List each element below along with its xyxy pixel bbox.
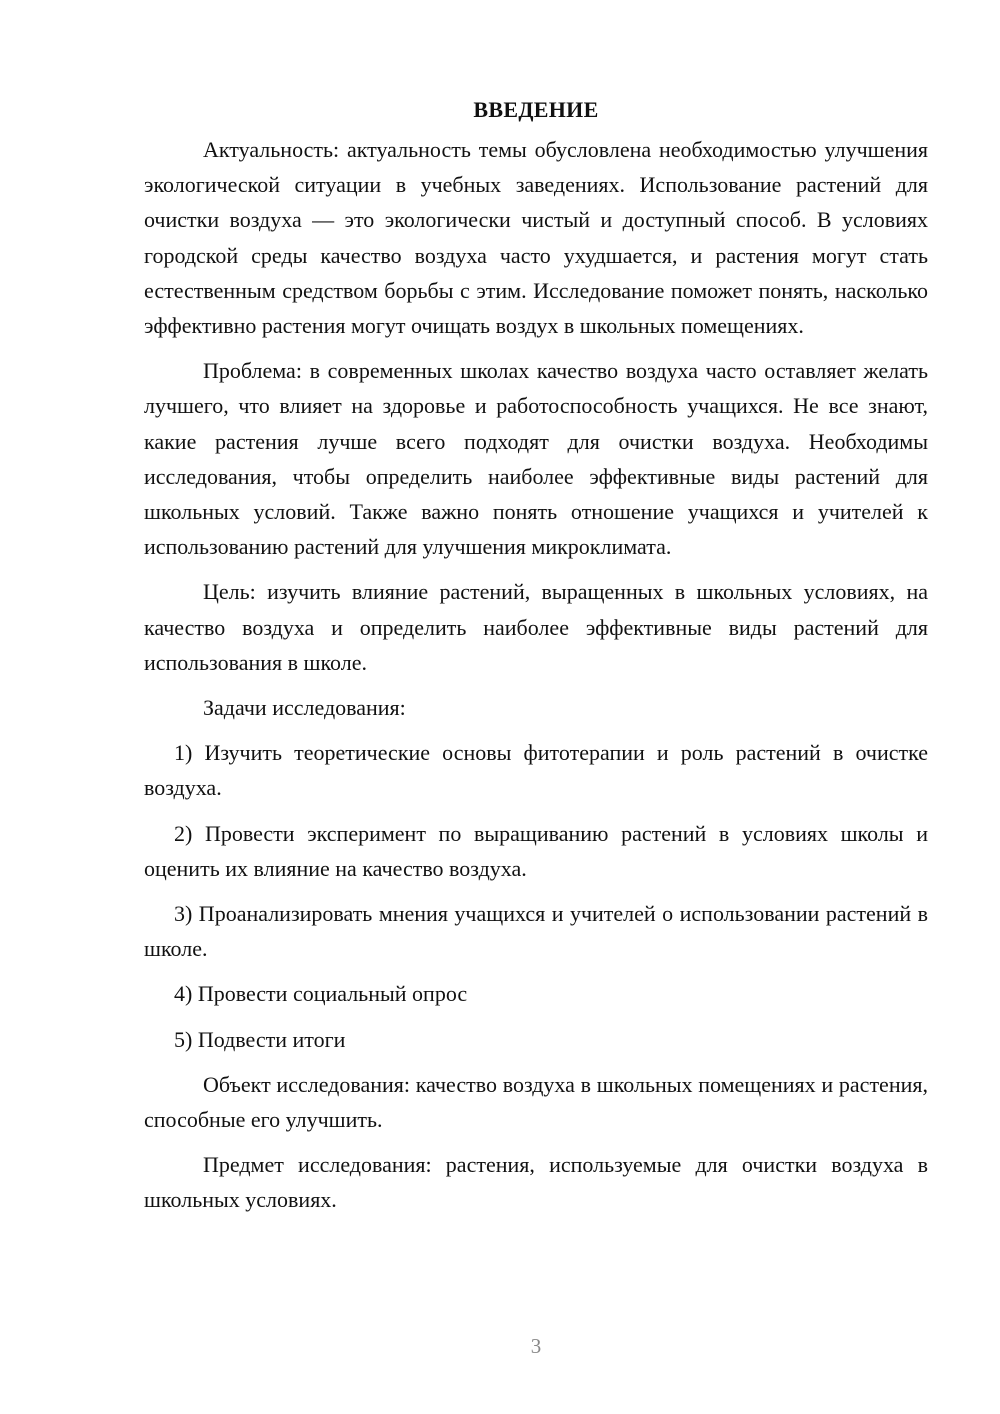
task-item: 5) Подвести итоги (174, 1026, 346, 1052)
task-item: 3) Проанализировать мнения учащихся и учителей о использовании растений в школе. (144, 901, 928, 962)
page-title: ВВЕДЕНИЕ (473, 97, 599, 122)
subject-paragraph: Предмет исследования: растения, используемые для очистки воздуха в школьных условиях. (144, 1152, 928, 1213)
task-item: 4) Провести социальный опрос (174, 981, 468, 1007)
relevance-paragraph: Актуальность: актуальность темы обусловлена необходимостью улучшения экологической ситуации в учебных заведениях. Использование растений для очистки воздуха — это экологически чистый и доступный способ. В условиях городской среды качество воздуха часто ухудшается, и растения могут стать естественным средством борьбы с этим. Исследование поможет понять, насколько эффективно растения могут очищать воздух в школьных помещениях. (144, 137, 928, 339)
page-number: 3 (530, 1334, 542, 1358)
task-item: 1) Изучить теоретические основы фитотерапии и роль растений в очистке воздуха. (144, 740, 928, 801)
goal-paragraph: Цель: изучить влияние растений, выращенных в школьных условиях, на качество воздуха и определить наиболее эффективные виды растений для использования в школе. (144, 579, 928, 675)
page-content (144, 92, 928, 1228)
object-paragraph: Объект исследования: качество воздуха в школьных помещениях и растения, способные его улучшить. (144, 1071, 928, 1133)
tasks-heading: Задачи исследования: (203, 695, 406, 721)
task-item: 2) Провести эксперимент по выращиванию растений в условиях школы и оценить их влияние на качество воздуха. (144, 820, 928, 881)
problem-paragraph: Проблема: в современных школах качество воздуха часто оставляет желать лучшего, что влияет на здоровье и работоспособность учащихся. Не все знают, какие растения лучше всего подходят для очистки воздуха. Необходимы исследования, чтобы определить наиболее эффективные виды растений для школьных условий. Также важно понять отношение учащихся и учителей к использованию растений для улучшения микроклимата. (144, 358, 928, 560)
